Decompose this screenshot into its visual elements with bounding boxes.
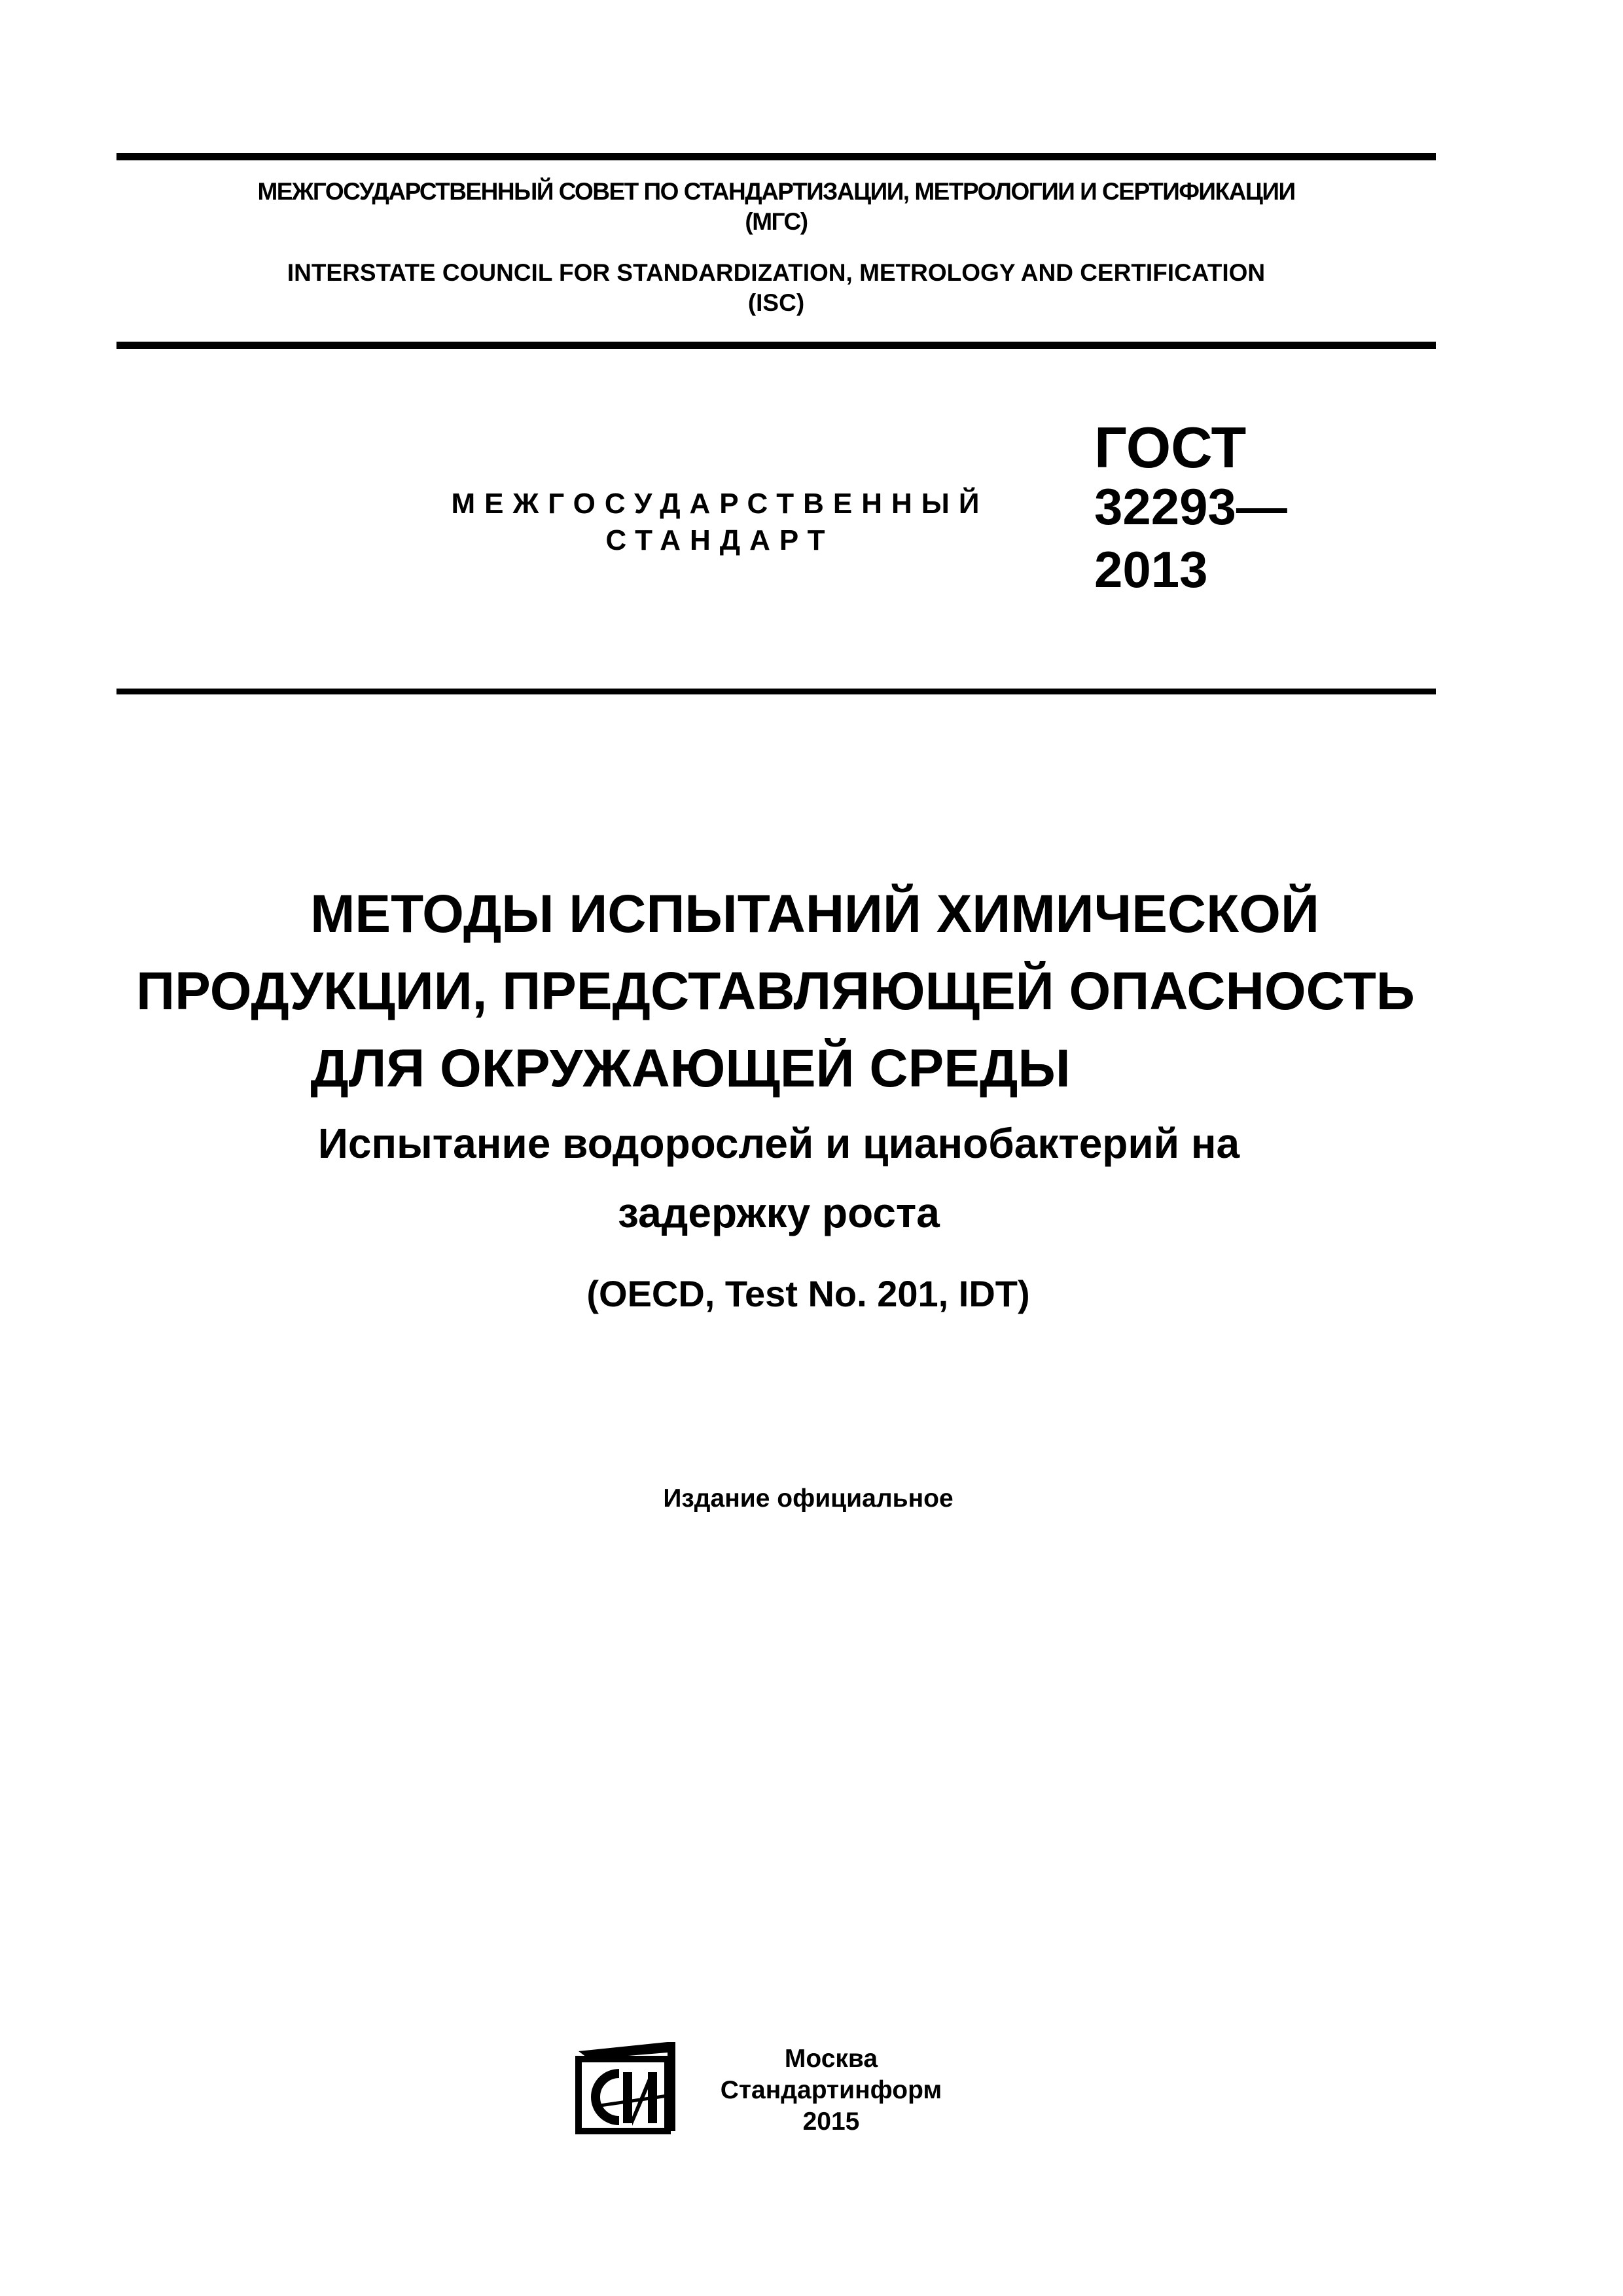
title-line-2: ПРОДУКЦИИ, ПРЕДСТАВЛЯЮЩЕЙ ОПАСНОСТЬ [136, 961, 1415, 1021]
designation-bottom-rule [116, 689, 1436, 694]
standard-type-line2: СТАНДАРТ [605, 524, 834, 556]
top-rule [116, 153, 1436, 160]
title-line-1: МЕТОДЫ ИСПЫТАНИЙ ХИМИЧЕСКОЙ [310, 884, 1319, 944]
publisher-block [707, 2043, 955, 2138]
council-name-en-text: INTERSTATE COUNCIL FOR STANDARDIZATION, METROLOGY AND CERTIFICATION [287, 259, 1266, 286]
gost-year: 2013 [1094, 541, 1208, 598]
publisher-year: 2015 [802, 2108, 860, 2136]
council-name-ru [116, 178, 1436, 236]
council-name-ru-text: МЕЖГОСУДАРСТВЕННЫЙ СОВЕТ ПО СТАНДАРТИЗАЦИИ, МЕТРОЛОГИИ И СЕРТИФИКАЦИИ [257, 178, 1295, 205]
gost-number: 32293— [1094, 478, 1287, 535]
standartinform-logo-icon [569, 2039, 681, 2138]
oecd-reference: (OECD, Test No. 201, IDT) [586, 1273, 1030, 1314]
publisher-city: Москва [784, 2045, 878, 2073]
council-name-en [116, 259, 1436, 317]
document-subtitle [196, 1109, 1361, 1247]
document-title [98, 876, 1453, 1107]
standard-type-line1: МЕЖГОСУДАРСТВЕННЫЙ [451, 488, 989, 520]
subtitle-line-1: Испытание водорослей и цианобактерий на [317, 1120, 1240, 1167]
standard-type [393, 486, 1047, 559]
subtitle-line-2: задержку роста [618, 1189, 940, 1236]
standartinform-logo [569, 2039, 681, 2138]
header-bottom-rule [116, 342, 1436, 349]
title-line-3: ДЛЯ ОКРУЖАЮЩЕЙ СРЕДЫ [310, 1039, 1071, 1098]
edition-note: Издание официальное [663, 1484, 954, 1513]
council-abbr-ru: (МГС) [745, 208, 808, 235]
publisher-name: Стандартинформ [720, 2076, 942, 2104]
council-abbr-en: (ISC) [747, 289, 805, 316]
gost-label: ГОСТ [1094, 415, 1247, 480]
